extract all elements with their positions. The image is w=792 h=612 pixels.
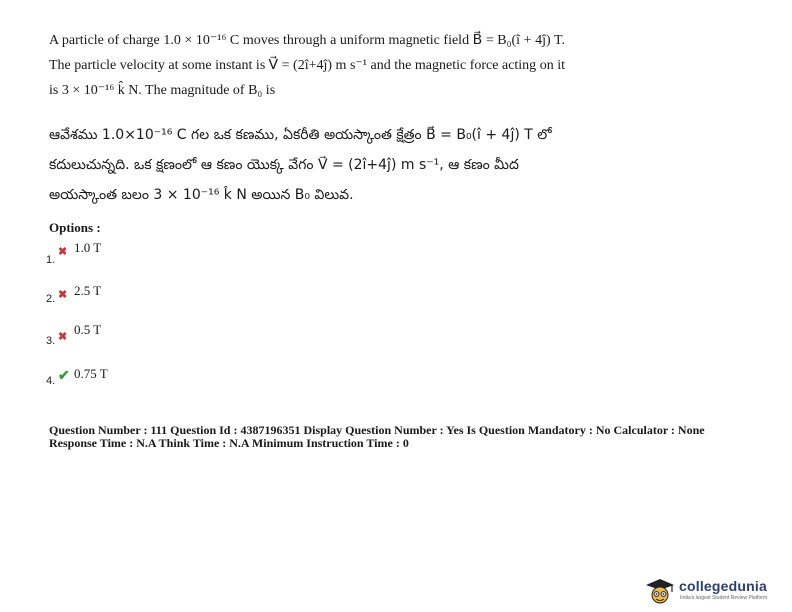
logo-name: collegedunia <box>679 578 767 594</box>
check-icon: ✔ <box>58 369 70 384</box>
cross-icon: ✖ <box>58 246 68 258</box>
collegedunia-logo <box>643 577 785 605</box>
option-number: 2. <box>46 293 56 305</box>
option-text: 1.0 T <box>74 240 102 255</box>
option-number: 1. <box>46 254 56 266</box>
option-text: 0.5 T <box>74 322 102 337</box>
cross-icon: ✖ <box>58 331 68 343</box>
option-number: 4. <box>46 375 56 387</box>
metadata-line: Response Time : N.A Think Time : N.A Minimum Instruction Time : 0 <box>49 436 409 450</box>
option-number: 3. <box>46 335 56 347</box>
question-text-english: A particle of charge 1.0 × 10⁻¹⁶ C moves through a uniform magnetic field B⃗ = B₀(î + 4ĵ) T. The particle velocity at some instant is V⃗ = (2î+4ĵ) m s⁻¹ and the magnetic force acting on it is 3 × 10⁻¹⁶ k̂ N. The magnitude of B₀ is <box>49 33 565 98</box>
options-heading: Options : <box>49 220 101 235</box>
option-text: 2.5 T <box>74 283 102 298</box>
logo-tagline: India's largest Student Review Platform <box>680 595 768 601</box>
question-metadata <box>49 424 749 450</box>
metadata-line: Question Number : 111 Question Id : 4387196351 Display Question Number : Yes Is Question Mandatory : No Calculator : None <box>49 423 705 437</box>
option-text: 0.75 T <box>74 366 108 381</box>
graduate-mascot-icon <box>643 577 677 605</box>
cross-icon: ✖ <box>58 289 68 301</box>
question-text-telugu: ఆవేశము 1.0×10⁻¹⁶ C గల ఒక కణము, ఏకరీతి అయస్కాంత క్షేత్రం B⃗ = B₀(î + 4ĵ) T లో కదులుచున్నది. ఒక క్షణంలో ఆ కణం యొక్క వేగం V⃗ = (2î+4ĵ) m s⁻¹, ఆ కణం మీద అయస్కాంత బలం 3 × 10⁻¹⁶ k̂ N అయిన B₀ విలువ. <box>49 127 552 203</box>
